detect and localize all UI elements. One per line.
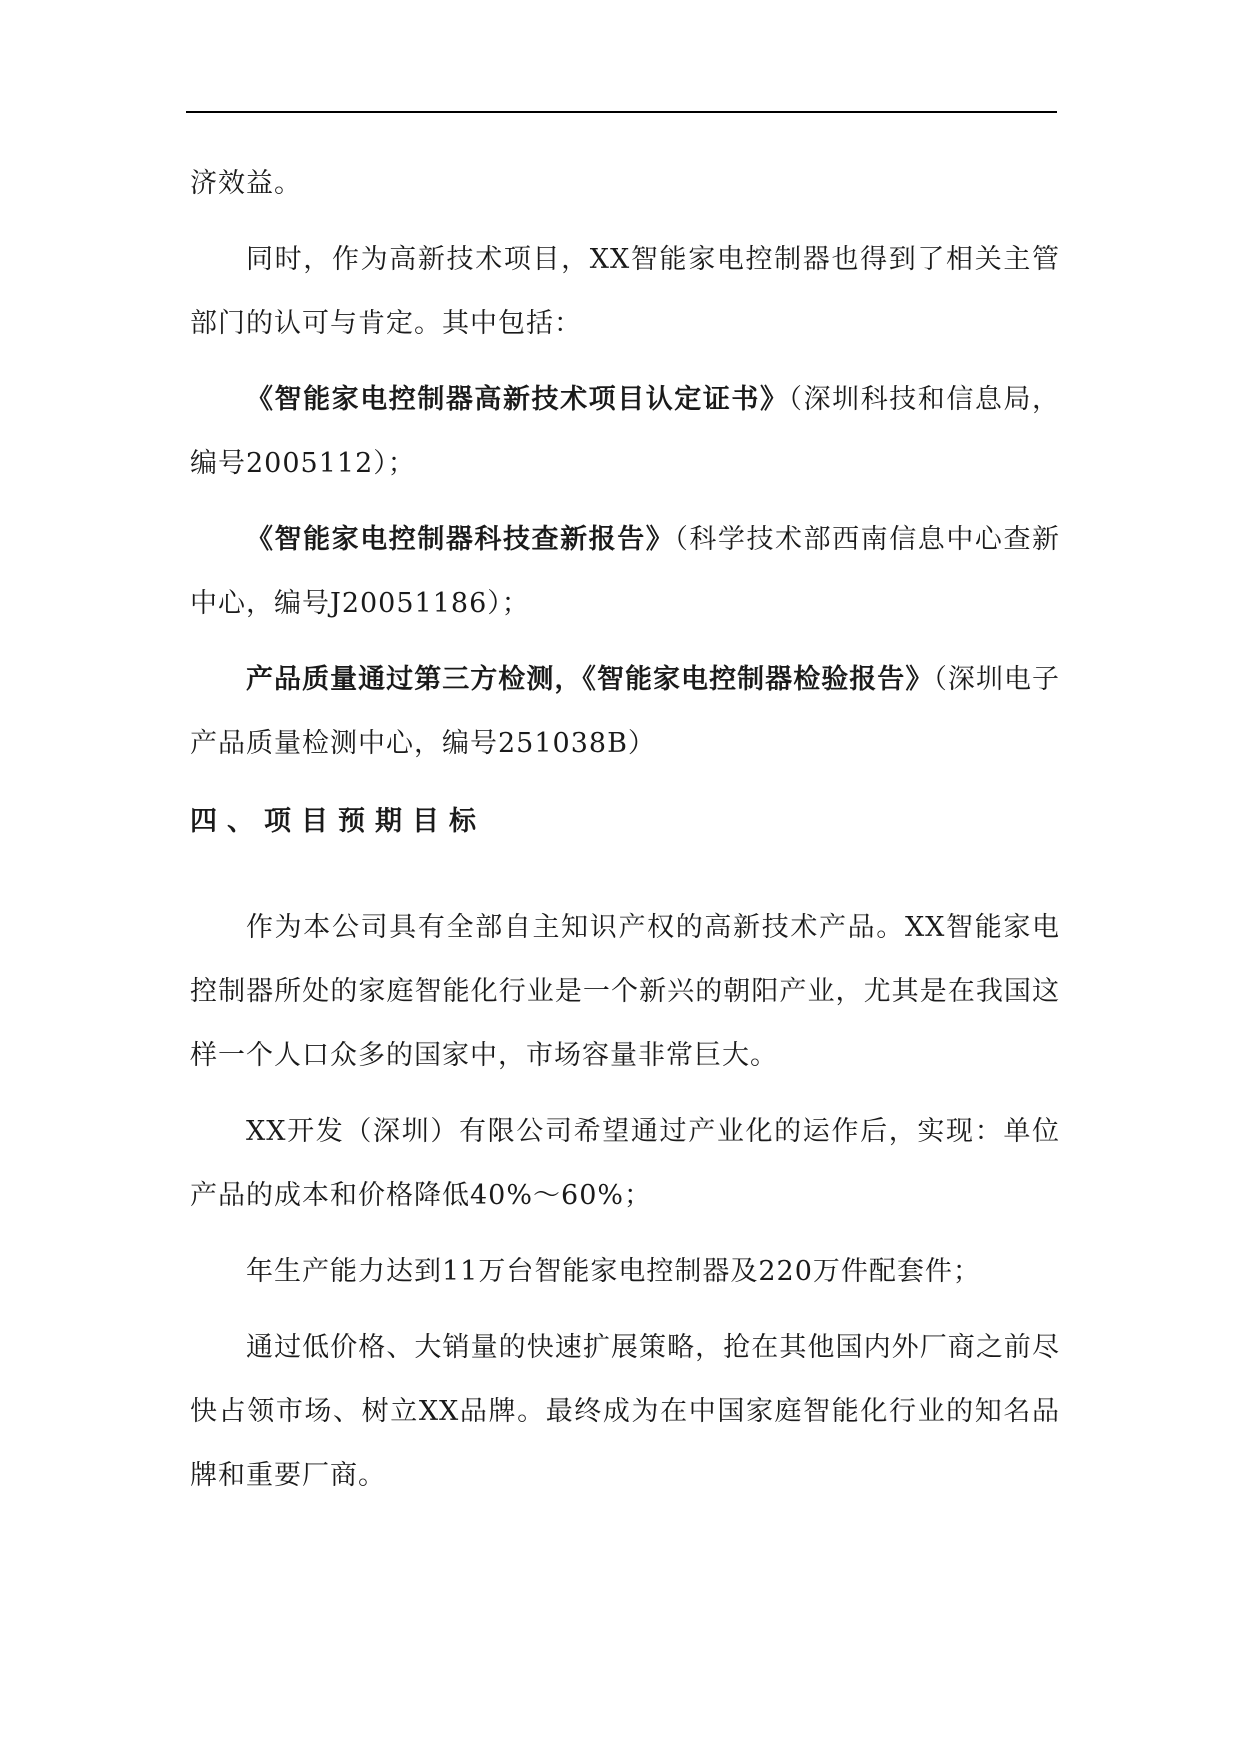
paragraph-goal-capacity: 年生产能力达到11万台智能家电控制器及220万件配套件； [246,1256,981,1287]
paragraph-goal-market: 通过低价格、大销量的快速扩展策略，抢在其他国内外厂商之前尽快占领市场、树立XX品牌。最终成为在中国家庭智能化行业的知名品牌和重要厂商。 [190,1332,1060,1491]
paragraph-goal-intro: 作为本公司具有全部自主知识产权的高新技术产品。XX智能家电控制器所处的家庭智能化行业是一个新兴的朝阳产业，尤其是在我国这样一个人口众多的国家中，市场容量非常巨大。 [190,912,1060,1071]
certificate-title: 《智能家电控制器科技查新报告》 [246,524,675,555]
certificate-item [190,648,1060,776]
section-heading: 四、项目预期目标 [190,806,486,837]
certificate-item [190,508,1060,636]
paragraph-continuation: 济效益。 [190,168,302,199]
certificate-detail: （科学技术部西南信息中心查新中心，编号J20051186）； [190,524,1061,619]
certificate-title: 产品质量通过第三方检测，《智能家电控制器检验报告》 [246,664,934,695]
paragraph-recognition: 同时，作为高新技术项目，XX智能家电控制器也得到了相关主管部门的认可与肯定。其中包括： [190,244,1060,339]
certificate-item [190,368,1060,496]
document-body [190,152,1060,1520]
certificate-title: 《智能家电控制器高新技术项目认定证书》 [246,384,789,415]
header-rule [186,111,1057,113]
paragraph-goal-cost: XX开发（深圳）有限公司希望通过产业化的运作后，实现：单位产品的成本和价格降低40%～60%； [190,1116,1060,1211]
certificate-detail: （深圳科技和信息局，编号2005112）； [190,384,1061,479]
certificate-detail: （深圳电子产品质量检测中心，编号251038B） [190,664,1061,759]
